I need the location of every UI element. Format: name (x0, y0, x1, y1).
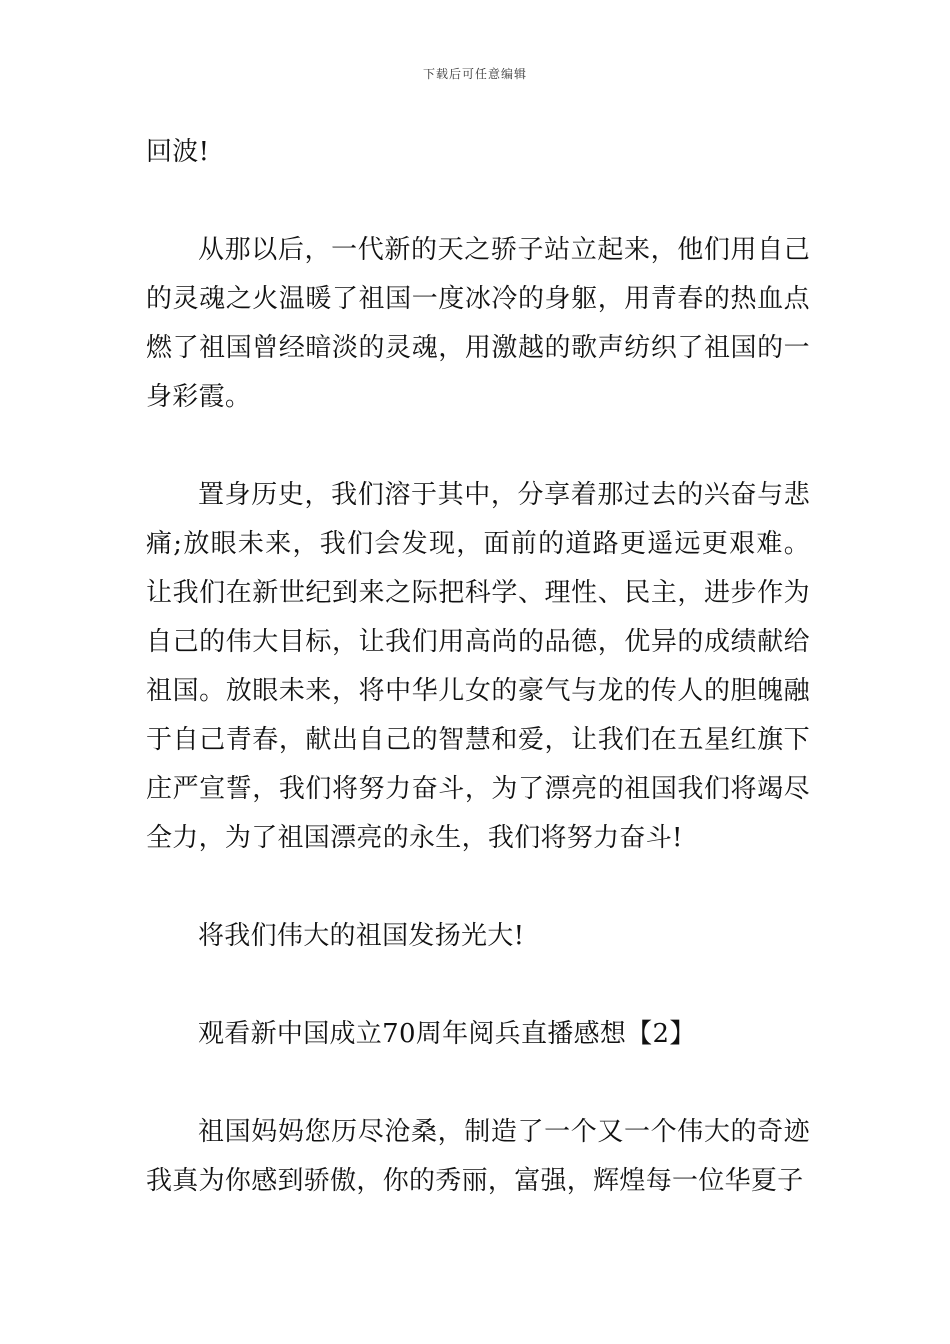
paragraph-new-generation: 从那以后，一代新的天之骄子站立起来，他们用自己的灵魂之火温暖了祖国一度冰冷的身躯，用青春的热血点燃了祖国曾经暗淡的灵魂，用激越的歌声纺织了祖国的一身彩霞。 (146, 235, 810, 412)
paragraph-gap (146, 1059, 810, 1108)
document-body (146, 128, 810, 1206)
paragraph-gap (146, 422, 810, 471)
section-heading: 观看新中国成立70周年阅兵直播感想【2】 (198, 1019, 696, 1049)
paragraph-gap (146, 177, 810, 226)
paragraph-exclamation: 将我们伟大的祖国发扬光大! (198, 921, 525, 951)
paragraph-gap (146, 863, 810, 912)
paragraph-motherland: 祖国妈妈您历尽沧桑，制造了一个又一个伟大的奇迹我真为你感到骄傲，你的秀丽，富强，辉煌每一位华夏子 (146, 1117, 810, 1196)
page-header-note: 下载后可任意编辑 (422, 67, 527, 81)
paragraph-history-future: 置身历史，我们溶于其中，分享着那过去的兴奋与悲痛;放眼未来，我们会发现，面前的道路更遥远更艰难。让我们在新世纪到来之际把科学、理性、民主，进步作为自己的伟大目标，让我们用高尚的品德，优异的成绩献给祖国。放眼未来，将中华儿女的豪气与龙的传人的胆魄融于自己青春，献出自己的智慧和爱，让我们在五星红旗下庄严宣誓，我们将努力奋斗，为了漂亮的祖国我们将竭尽全力，为了祖国漂亮的永生，我们将努力奋斗! (146, 480, 810, 853)
paragraph-ending: 回波! (146, 137, 210, 167)
paragraph-gap (146, 961, 810, 1010)
